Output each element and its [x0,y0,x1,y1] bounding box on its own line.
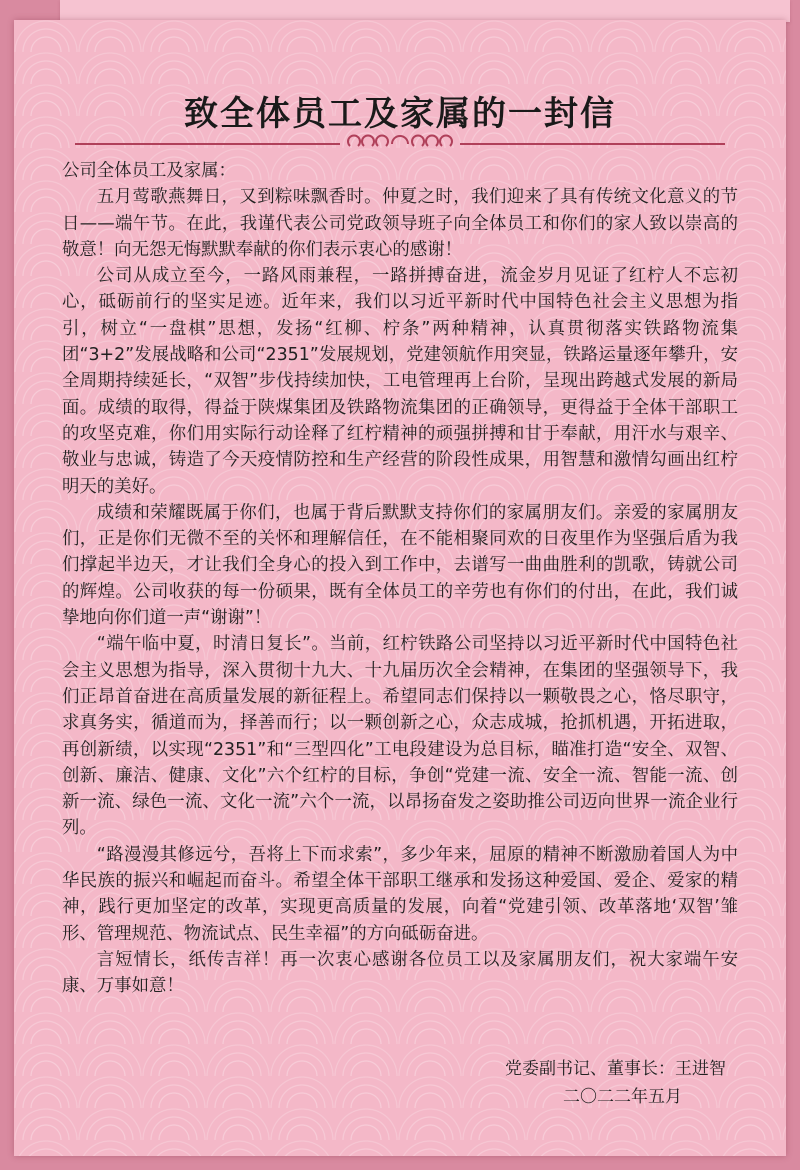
letter-greeting: 公司全体员工及家属： [62,161,236,181]
paragraph-1: 五月莺歌燕舞日，又到粽味飘香时。仲夏之时，我们迎来了具有传统文化意义的节日——端午节。在此，我谨代表公司党政领导班子向全体员工和你们的家人致以崇高的敬意！向无怨无悔默默奉献的你们表示衷心的感谢！ [62,187,738,260]
paragraph-6: 言短情长，纸传吉祥！再一次衷心感谢各位员工以及家属朋友们，祝大家端午安康、万事如意！ [62,949,738,997]
paragraph-2: 公司从成立至今，一路风雨兼程，一路拼搏奋进，流金岁月见证了红柠人不忘初心，砥砺前行的坚实足迹。近年来，我们以习近平新时代中国特色社会主义思想为指引，树立“一盘棋”思想，发扬“红柳、柠条”两种精神，认真贯彻落实铁路物流集团“3+2”发展战略和公司“2351”发展规划，党建领航作用突显，铁路运量逐年攀升，安全周期持续延长，“双智”步伐持续加快，工电管理再上台阶，呈现出跨越式发展的新局面。成绩的取得，得益于陕煤集团及铁路物流集团的正确领导，更得益于全体干部职工的攻坚克难，你们用实际行动诠释了红柠精神的顽强拼搏和甘于奉献，用汗水与艰辛、敬业与忠诚，铸造了今天疫情防控和生产经营的阶段性成果，用智慧和激情勾画出红柠明天的美好。 [62,266,738,497]
letter-date: 二〇二二年五月 [563,1087,682,1107]
paragraph-5: “路漫漫其修远兮，吾将上下而求索”，多少年来，屈原的精神不断激励着国人为中华民族的振兴和崛起而奋斗。希望全体干部职工继承和发扬这种爱国、爱企、爱家的精神，践行更加坚定的改革，实现更高质量的发展，向着“党建引领、改革落地‘双智’雏形、管理规范、物流试点、民生幸福”的方向砥砺奋进。 [62,844,738,944]
letter-body [62,158,738,1000]
cloud-ornament-icon [340,132,460,156]
paragraph-4: “端午临中夏，时清日复长”。当前，红柠铁路公司坚持以习近平新时代中国特色社会主义思想为指导，深入贯彻十九大、十九届历次全会精神，在集团的坚强领导下，我们正昂首奋进在高质量发展的新征程上。希望同志们保持以一颗敬畏之心，恪尽职守，求真务实，循道而为，择善而行；以一颗创新之心，众志成城，抢抓机遇，开拓进取，再创新绩，以实现“2351”和“三型四化”工电段建设为总目标，瞄准打造“安全、双智、创新、廉洁、健康、文化”六个红柠的目标，争创“党建一流、安全一流、智能一流、创新一流、绿色一流、文化一流”六个一流，以昂扬奋发之姿助推公司迈向世界一流企业行列。 [62,634,738,839]
title-divider-right [460,143,725,145]
paragraph-3: 成绩和荣耀既属于你们，也属于背后默默支持你们的家属朋友们。亲爱的家属朋友们，正是你们无微不至的关怀和理解信任，在不能相聚同欢的日夜里作为坚强后盾为我们撑起半边天，才让我们全身心的投入到工作中，去谱写一曲曲胜利的凯歌，铸就公司的辉煌。公司收获的每一份硕果，既有全体员工的辛劳也有你们的付出，在此，我们诚挚地向你们道一声“谢谢”！ [62,502,738,629]
paper-sheet-behind [60,0,790,22]
letter-title: 致全体员工及家属的一封信 [184,94,616,134]
signature-line: 党委副书记、董事长：王进智 [505,1059,726,1079]
title-divider-left [75,143,340,145]
